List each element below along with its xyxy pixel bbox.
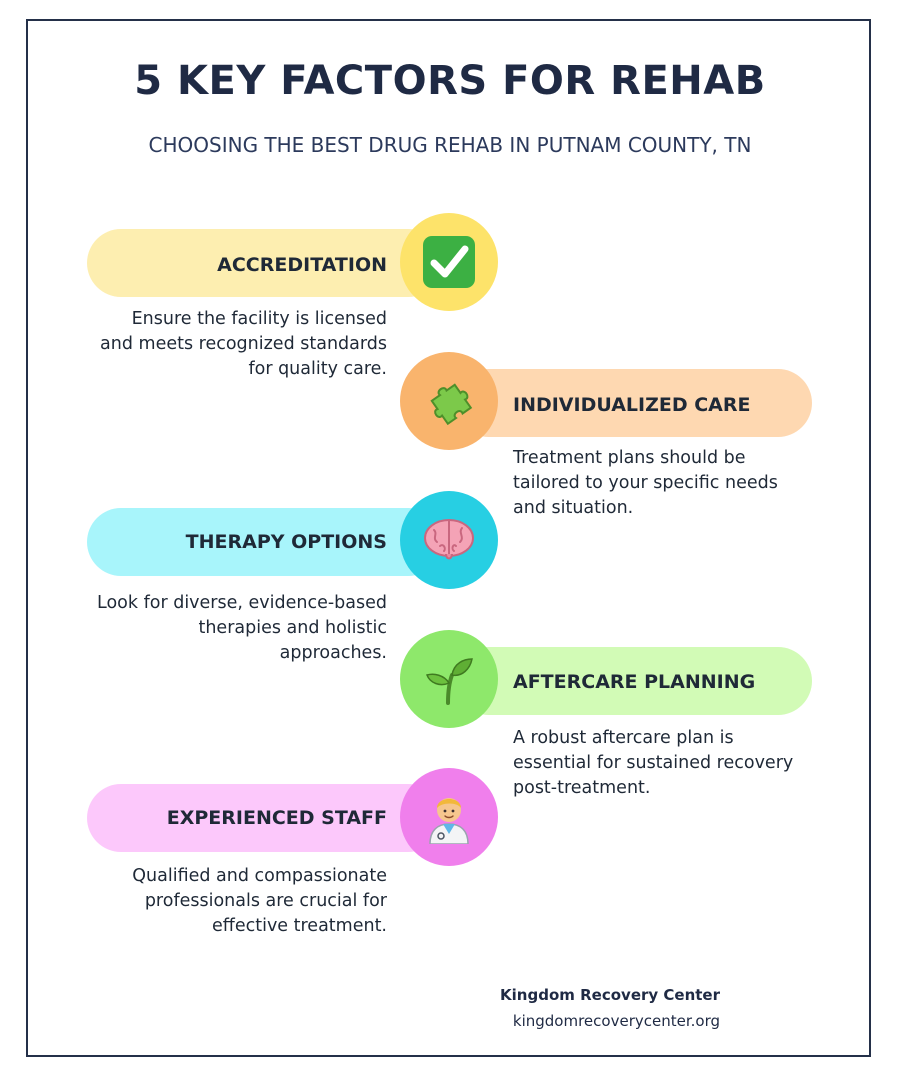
factor-description: Look for diverse, evidence-based therapies and holistic approaches. [97, 593, 387, 663]
brain-icon [400, 491, 498, 589]
factor-label: ACCREDITATION [217, 254, 387, 276]
factor-label: THERAPY OPTIONS [185, 531, 387, 553]
health-worker-icon [400, 768, 498, 866]
puzzle-piece-icon [400, 352, 498, 450]
seedling-icon [400, 630, 498, 728]
factor-description: Qualified and compassionate professionals are crucial for effective treatment. [132, 866, 387, 936]
factor-description: A robust aftercare plan is essential for sustained recovery post-treatment. [513, 728, 794, 798]
website-url[interactable]: kingdomrecoverycenter.org [512, 1012, 720, 1030]
factor-label: AFTERCARE PLANNING [513, 671, 756, 693]
check-mark-icon [400, 213, 498, 311]
page-subtitle: CHOOSING THE BEST DRUG REHAB IN PUTNAM COUNTY, TN [148, 133, 752, 157]
factor-label: EXPERIENCED STAFF [166, 807, 387, 829]
page-title: 5 KEY FACTORS FOR REHAB [134, 58, 766, 104]
organization-name: Kingdom Recovery Center [500, 986, 720, 1004]
factor-description: Ensure the facility is licensed and meets recognized standards for quality care. [100, 309, 387, 379]
factor-description: Treatment plans should be tailored to your specific needs and situation. [513, 448, 778, 518]
factor-label: INDIVIDUALIZED CARE [513, 394, 751, 416]
